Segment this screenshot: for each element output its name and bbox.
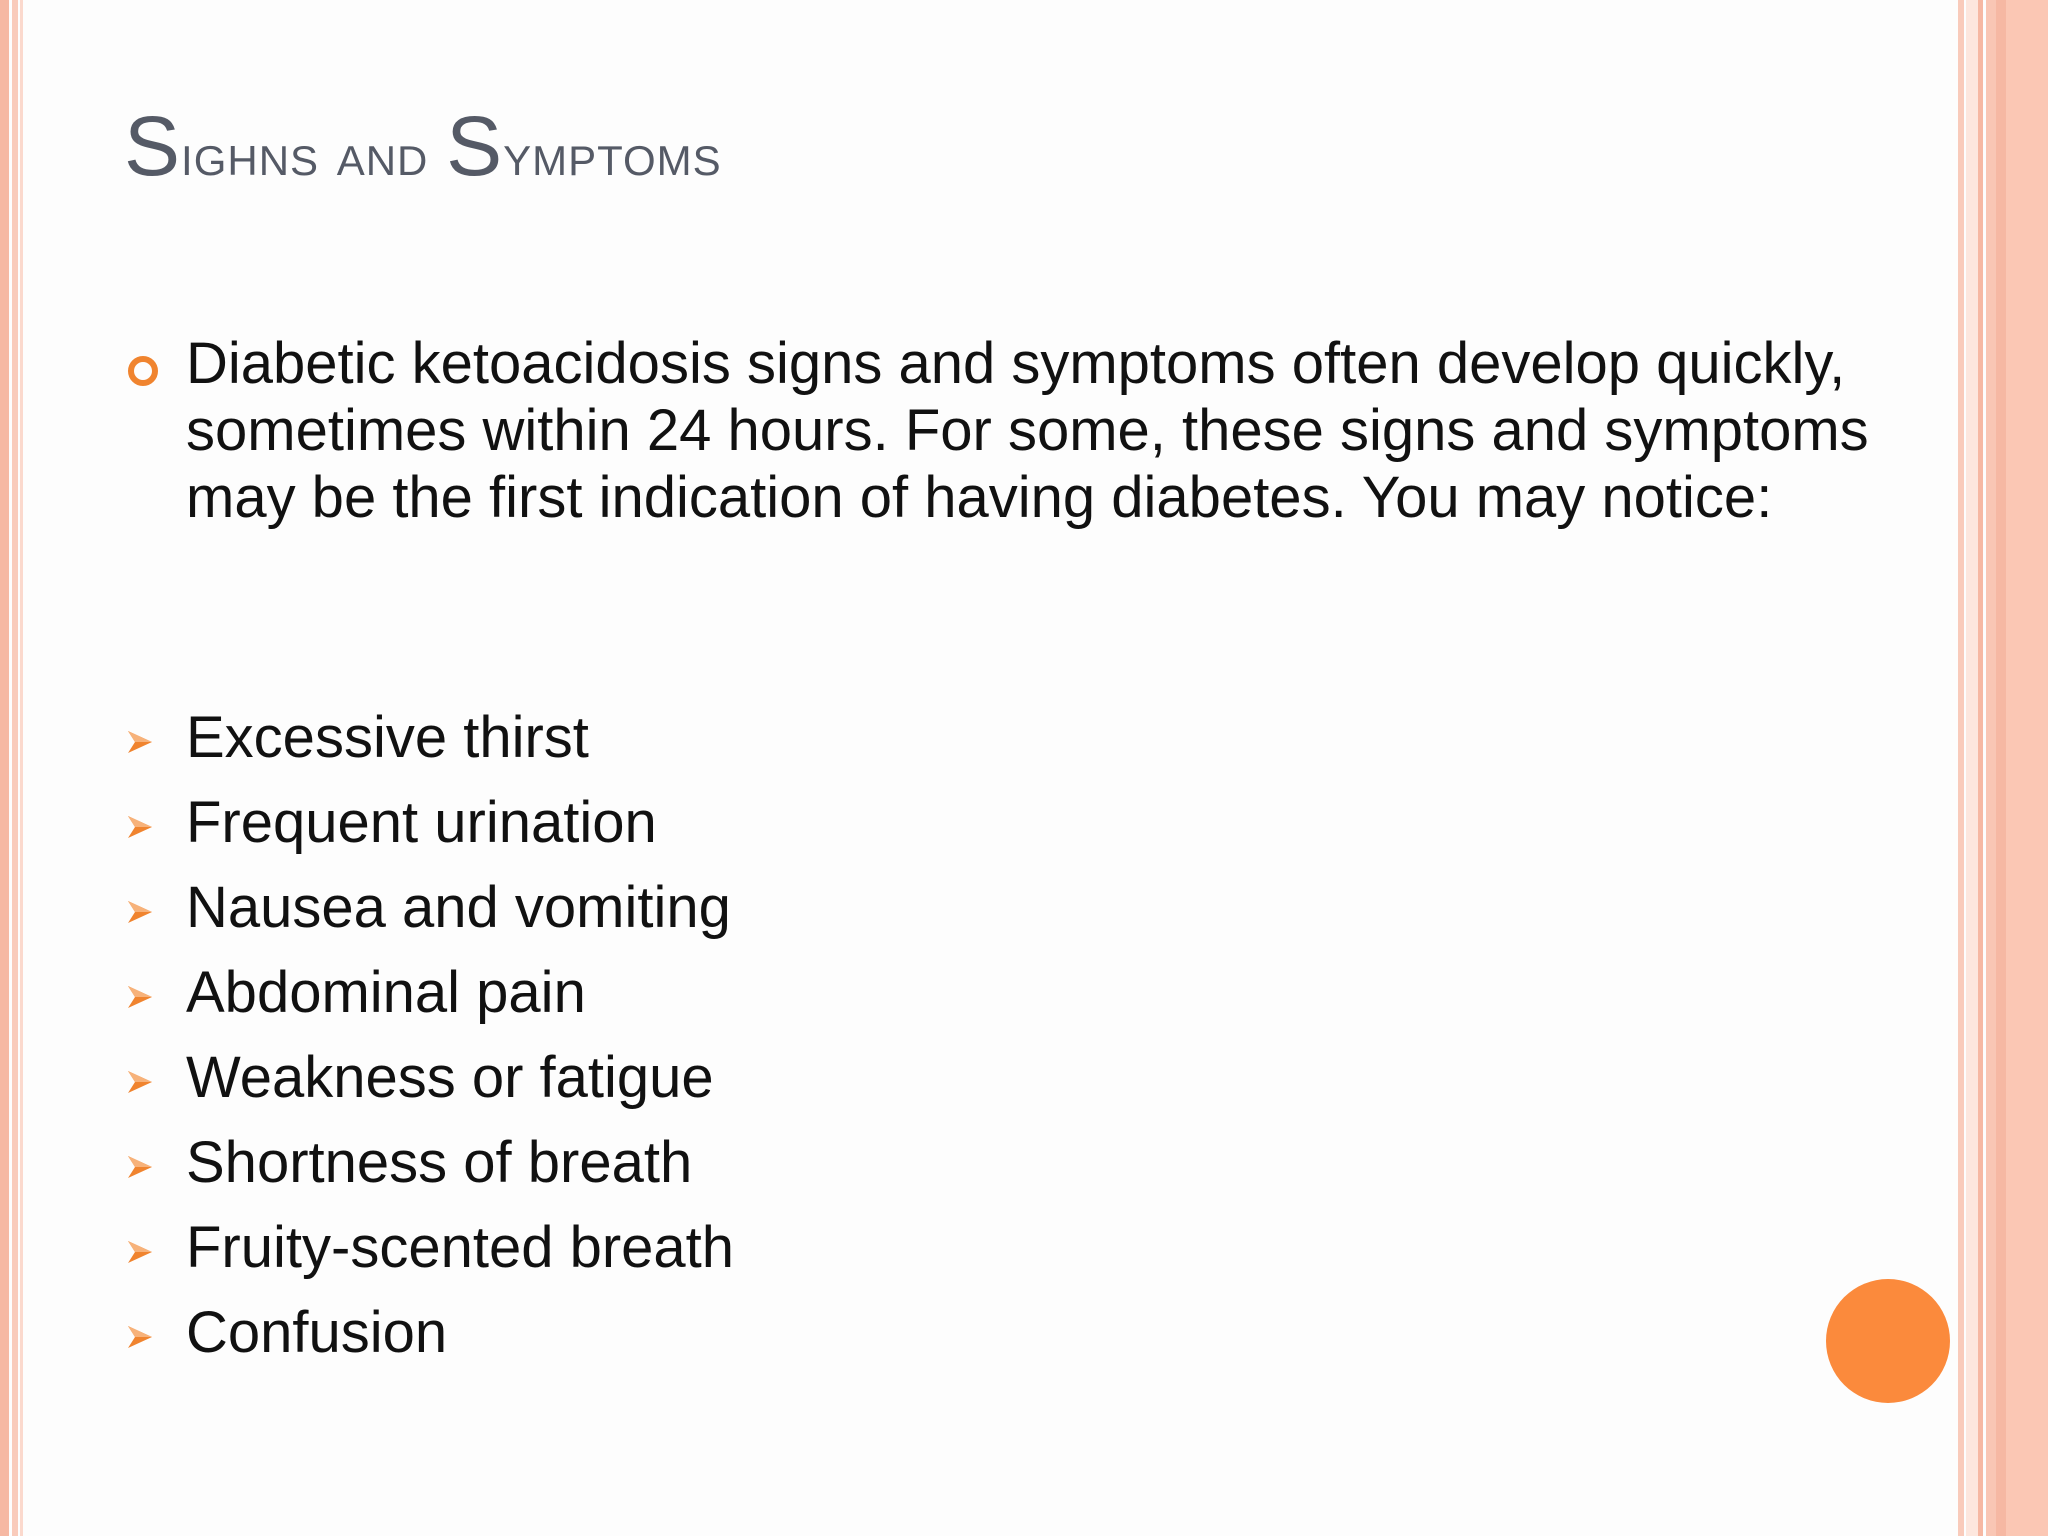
- intro-text: Diabetic ketoacidosis signs and symptoms often develop quickly, sometimes within 24 hours. For some, these signs and symptoms may be the first indication of having diabetes. You may notice:: [186, 331, 1869, 530]
- list-item: [124, 1210, 734, 1295]
- symptom-label: Fruity-scented breath: [186, 1215, 735, 1280]
- arrowhead-bullet-icon: [126, 1238, 154, 1266]
- right-border-stripe: [1996, 0, 2006, 1536]
- list-item: [124, 1295, 734, 1380]
- arrowhead-bullet-icon: [126, 898, 154, 926]
- right-border-stripe: [2006, 0, 2048, 1536]
- right-border-stripe: [1958, 0, 1964, 1536]
- symptom-label: Nausea and vomiting: [186, 875, 731, 940]
- arrowhead-bullet-icon: [126, 983, 154, 1011]
- list-item: [124, 870, 734, 955]
- arrowhead-bullet-icon: [126, 1323, 154, 1351]
- arrowhead-bullet-icon: [126, 728, 154, 756]
- arrowhead-bullet-icon: [126, 1068, 154, 1096]
- list-item: [124, 785, 734, 870]
- arrowhead-bullet-icon: [126, 813, 154, 841]
- arrowhead-bullet-icon: [126, 1153, 154, 1181]
- left-border-stripe: [0, 0, 9, 1536]
- circle-bullet-icon: [128, 356, 158, 386]
- title-text: ymptoms: [503, 121, 722, 188]
- left-border-stripe: [12, 0, 18, 1536]
- symptom-label: Excessive thirst: [186, 705, 589, 770]
- title-initial: S: [124, 99, 182, 193]
- title-text: ighns and: [181, 121, 447, 188]
- list-item: [124, 955, 734, 1040]
- symptom-label: Weakness or fatigue: [186, 1045, 714, 1110]
- orange-dot-decoration: [1826, 1279, 1950, 1403]
- list-item: [124, 700, 734, 785]
- right-border-stripe: [1966, 0, 1978, 1536]
- list-item: [124, 1125, 734, 1210]
- symptom-label: Abdominal pain: [186, 960, 586, 1025]
- symptom-list: [124, 700, 734, 1380]
- list-item: [124, 1040, 734, 1125]
- slide-title: [124, 98, 722, 195]
- right-border-stripe: [1978, 0, 1983, 1536]
- left-border-stripe: [20, 0, 23, 1536]
- symptom-label: Shortness of breath: [186, 1130, 693, 1195]
- title-initial: S: [446, 99, 504, 193]
- right-border-stripe: [1986, 0, 1996, 1536]
- intro-paragraph: [124, 330, 1924, 531]
- symptom-label: Frequent urination: [186, 790, 657, 855]
- symptom-label: Confusion: [186, 1300, 448, 1365]
